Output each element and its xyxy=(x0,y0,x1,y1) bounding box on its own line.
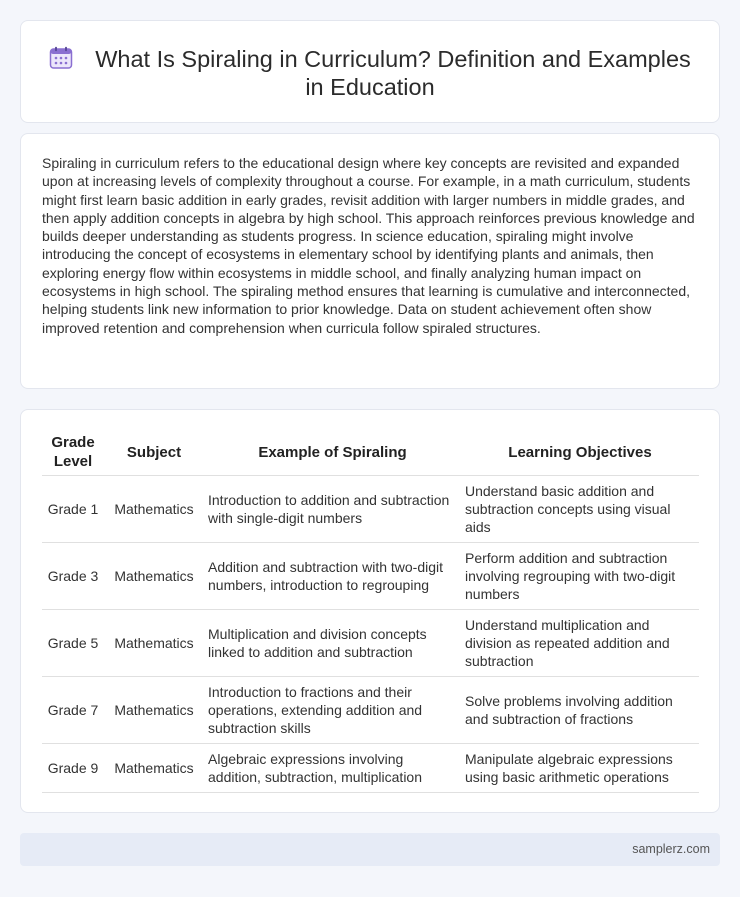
page-title-wrap xyxy=(21,45,719,101)
header-subject: Subject xyxy=(104,429,204,476)
cell-subject: Mathematics xyxy=(104,476,204,543)
page-title: What Is Spiraling in Curriculum? Definition and Examples in Education xyxy=(95,46,691,100)
table-row xyxy=(42,744,699,793)
cell-objective: Understand multiplication and division as repeated addition and subtraction xyxy=(461,610,699,677)
cell-grade: Grade 5 xyxy=(42,610,104,677)
cell-subject: Mathematics xyxy=(104,543,204,610)
cell-example: Introduction to addition and subtraction with single-digit numbers xyxy=(204,476,461,543)
cell-grade: Grade 1 xyxy=(42,476,104,543)
table-row xyxy=(42,677,699,744)
cell-objective: Solve problems involving addition and subtraction of fractions xyxy=(461,677,699,744)
footer-bar xyxy=(20,833,720,866)
cell-grade: Grade 9 xyxy=(42,744,104,793)
spiraling-table xyxy=(42,429,699,793)
table-row xyxy=(42,543,699,610)
header-objectives: Learning Objectives xyxy=(461,429,699,476)
intro-paragraph: Spiraling in curriculum refers to the educational design where key concepts are revisited and expanded upon at increasing levels of complexity throughout a course. For example, in a math curriculum, students might first learn basic addition in early grades, revisit addition with larger numbers in middle grades, and then apply addition concepts in algebra by high school. This approach reinforces previous knowledge and builds deeper understanding as students progress. In science education, spiraling might involve introducing the concept of ecosystems in elementary school by identifying plants and animals, then exploring energy flow within ecosystems in middle school, and finally analyzing human impact on ecosystems in high school. The spiraling method ensures that learning is cumulative and interconnected, helping students link new information to prior knowledge. Data on student achievement often show improved retention and comprehension when curricula follow spiraled structures. xyxy=(42,155,695,336)
intro-card xyxy=(20,133,720,389)
header-example: Example of Spiraling xyxy=(204,429,461,476)
table-card xyxy=(20,409,720,813)
cell-example: Algebraic expressions involving addition, subtraction, multiplication xyxy=(204,744,461,793)
cell-subject: Mathematics xyxy=(104,677,204,744)
footer-site-link[interactable]: samplerz.com xyxy=(632,842,710,856)
cell-example: Introduction to fractions and their operations, extending addition and subtraction skills xyxy=(204,677,461,744)
cell-example: Multiplication and division concepts linked to addition and subtraction xyxy=(204,610,461,677)
cell-subject: Mathematics xyxy=(104,610,204,677)
table-row xyxy=(42,476,699,543)
cell-subject: Mathematics xyxy=(104,744,204,793)
cell-objective: Understand basic addition and subtraction concepts using visual aids xyxy=(461,476,699,543)
calendar-icon xyxy=(49,46,73,70)
table-header-row xyxy=(42,429,699,476)
cell-objective: Manipulate algebraic expressions using basic arithmetic operations xyxy=(461,744,699,793)
cell-grade: Grade 3 xyxy=(42,543,104,610)
cell-objective: Perform addition and subtraction involving regrouping with two-digit numbers xyxy=(461,543,699,610)
cell-grade: Grade 7 xyxy=(42,677,104,744)
header-grade-level: Grade Level xyxy=(42,429,104,476)
table-row xyxy=(42,610,699,677)
cell-example: Addition and subtraction with two-digit numbers, introduction to regrouping xyxy=(204,543,461,610)
title-card xyxy=(20,20,720,123)
